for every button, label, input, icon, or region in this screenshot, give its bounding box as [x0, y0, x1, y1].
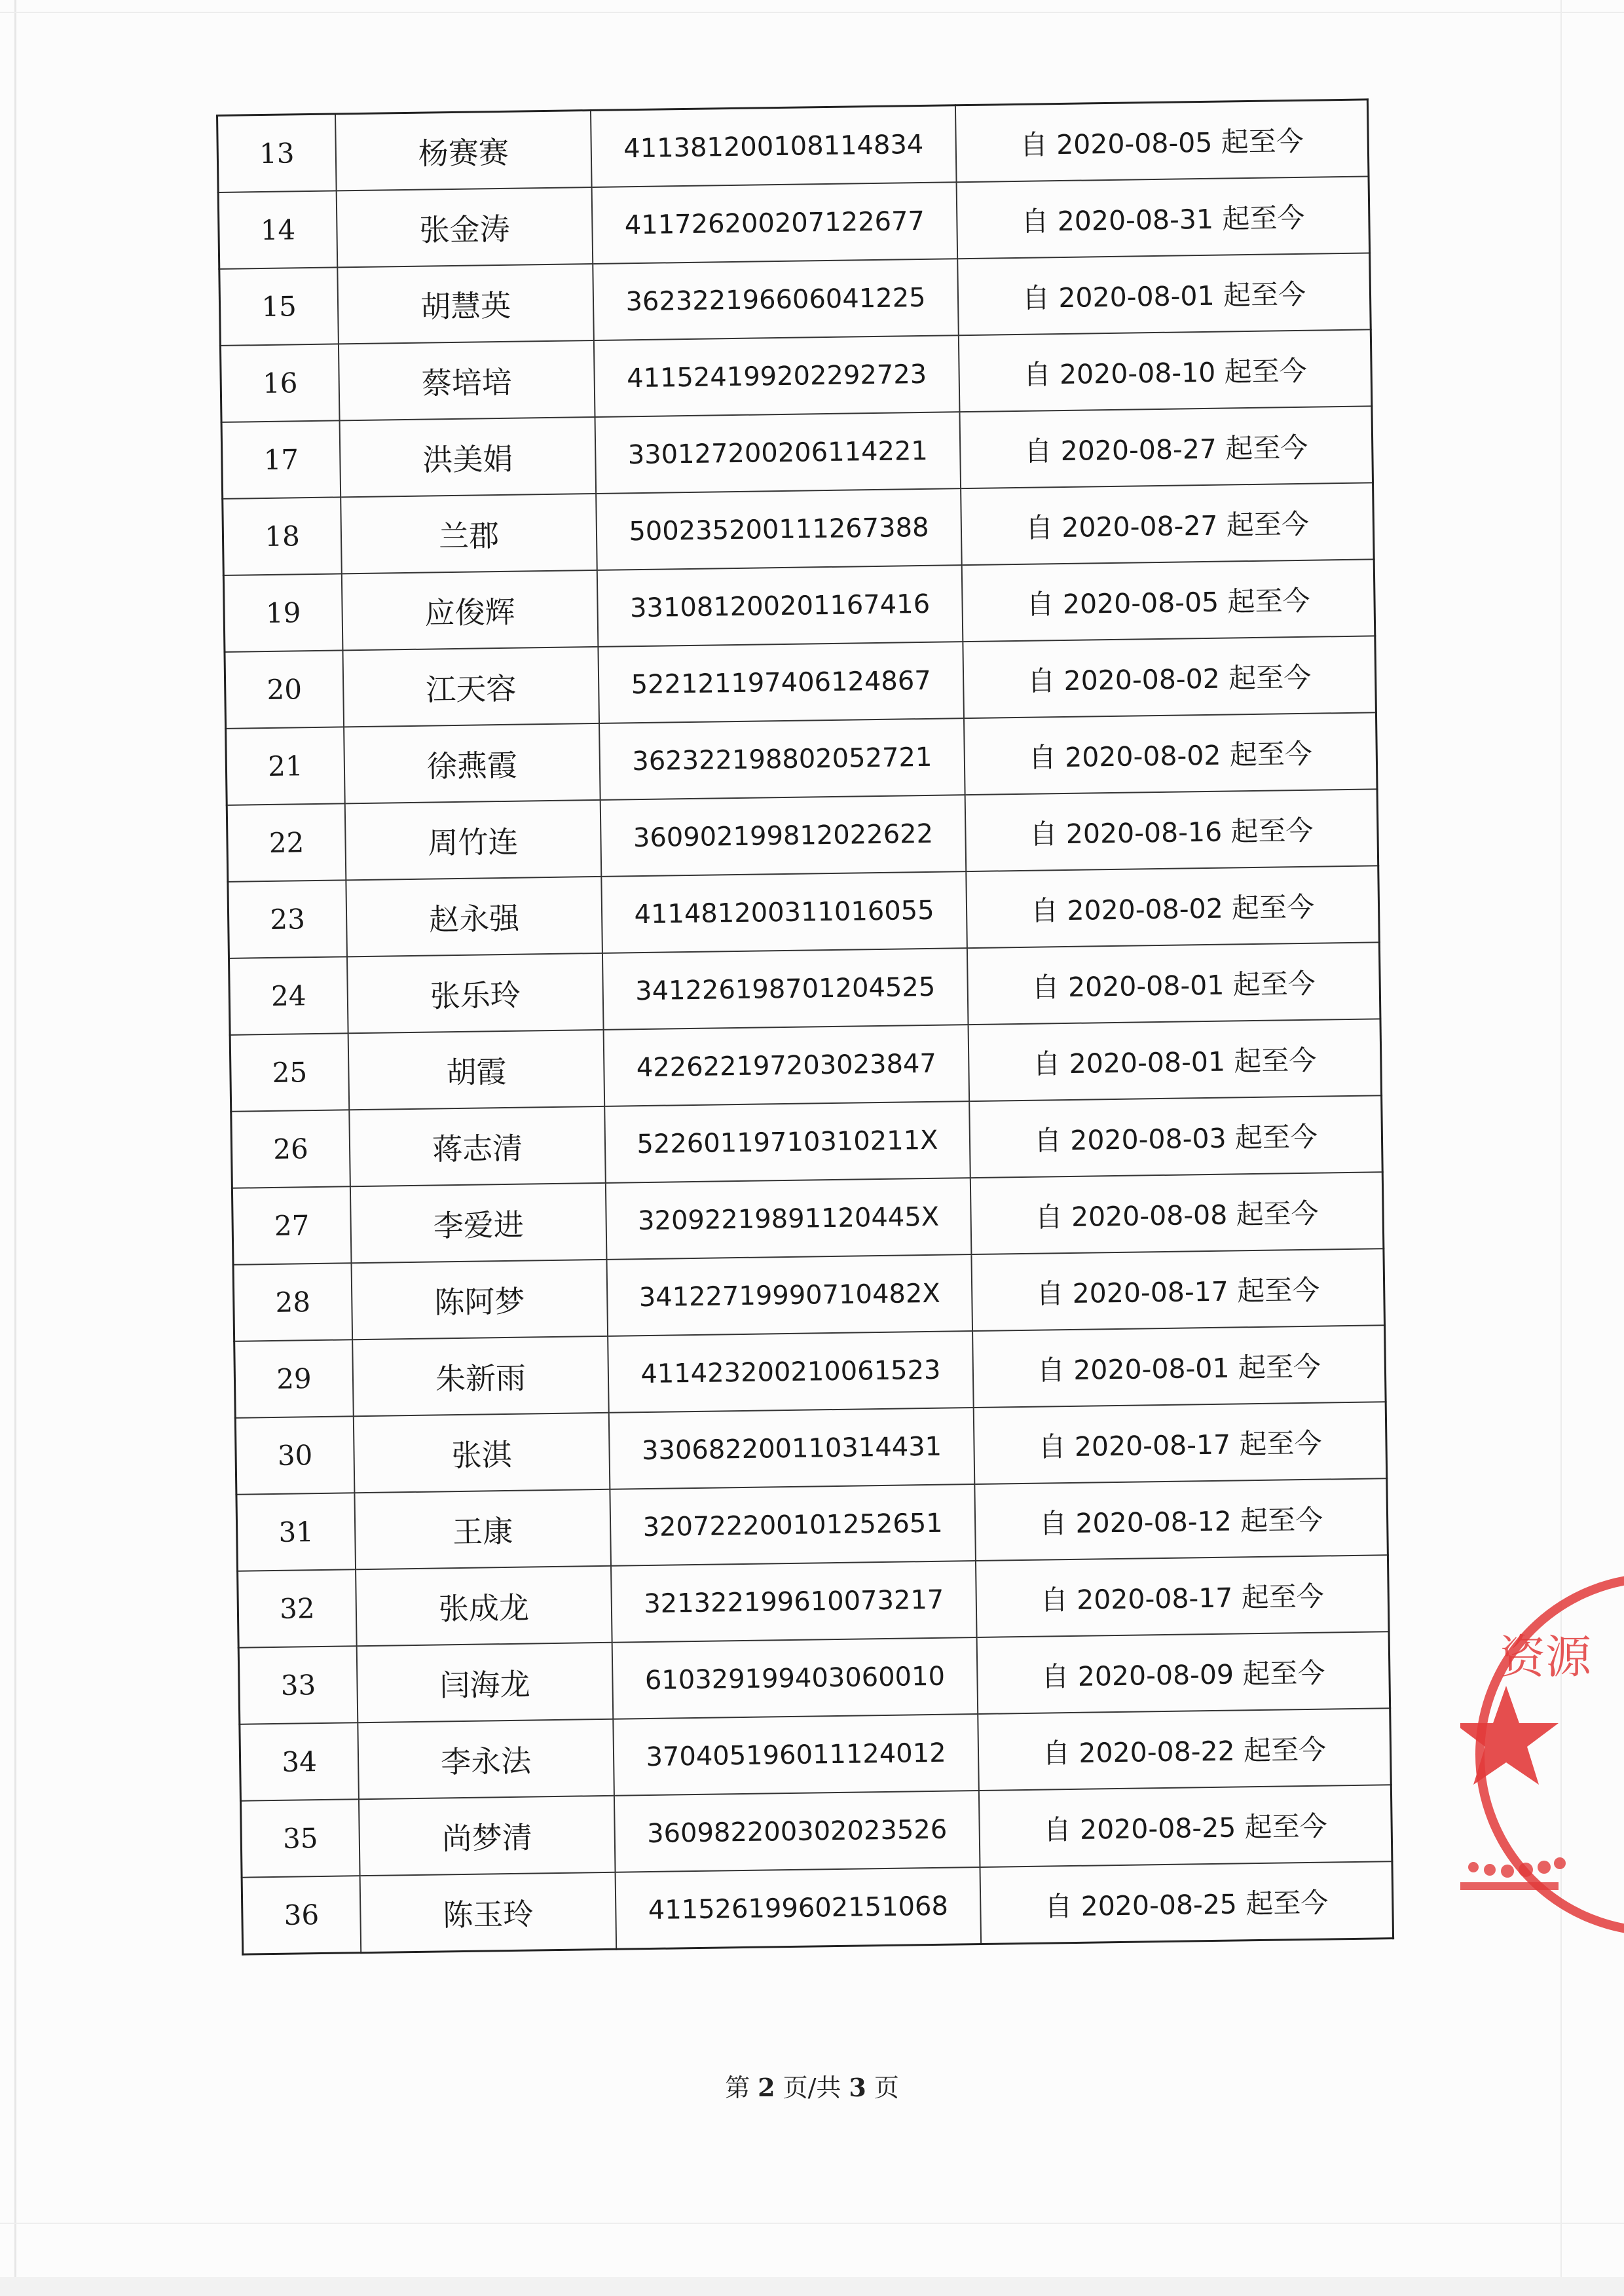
period-prefix: 自: [1037, 1353, 1065, 1387]
scan-edge-right: [1560, 0, 1562, 2296]
period-prefix: 自: [1031, 970, 1060, 1004]
period-start-date: 2020-08-12: [1075, 1505, 1232, 1539]
period-suffix: 起至今: [1242, 1656, 1325, 1690]
row-number-cell: 35: [240, 1799, 360, 1878]
id-number-cell: 52260119710310211X: [604, 1101, 970, 1183]
period-cell: [959, 406, 1373, 488]
period-suffix: 起至今: [1232, 967, 1316, 1000]
period-suffix: 起至今: [1223, 278, 1306, 312]
period-start-date: 2020-08-08: [1071, 1199, 1228, 1233]
period-suffix: 起至今: [1243, 1733, 1327, 1766]
period-start-date: 2020-08-27: [1060, 433, 1217, 467]
period-prefix: 自: [1021, 204, 1049, 238]
period-suffix: 起至今: [1222, 201, 1305, 235]
id-number-cell: 34122719990710482X: [606, 1254, 972, 1336]
row-number-cell: 32: [238, 1569, 357, 1648]
row-number-cell: 23: [228, 880, 347, 958]
period-suffix: 起至今: [1245, 1886, 1329, 1920]
row-number-cell: 29: [234, 1339, 354, 1418]
period-suffix: 起至今: [1231, 890, 1315, 924]
row-number-cell: 34: [240, 1722, 359, 1801]
period-suffix: 起至今: [1236, 1197, 1319, 1230]
person-name-cell: 李爱进: [350, 1183, 607, 1263]
period-suffix: 起至今: [1226, 507, 1310, 541]
period-cell: [964, 712, 1377, 795]
period-cell: [965, 789, 1378, 871]
period-start-date: 2020-08-02: [1064, 739, 1221, 773]
row-number-cell: 15: [219, 267, 339, 346]
period-start-date: 2020-08-01: [1069, 1046, 1226, 1080]
person-name-cell: 陈玉玲: [360, 1872, 617, 1953]
period-start-date: 2020-08-22: [1079, 1735, 1236, 1769]
footer-suffix: 页: [874, 2073, 899, 2102]
person-name-cell: 徐燕霞: [344, 723, 600, 803]
period-start-date: 2020-08-27: [1061, 509, 1218, 543]
period-start-date: 2020-08-05: [1056, 126, 1213, 160]
period-cell: [969, 1095, 1382, 1178]
row-number-cell: 30: [235, 1416, 354, 1495]
period-cell: [970, 1172, 1384, 1254]
period-prefix: 自: [1026, 587, 1054, 621]
period-start-date: 2020-08-09: [1077, 1658, 1234, 1692]
person-name-cell: 李永法: [358, 1719, 614, 1799]
period-start-date: 2020-08-02: [1063, 663, 1221, 697]
id-number-cell: 411381200108114834: [591, 105, 957, 187]
id-number-cell: 411423200210061523: [608, 1331, 974, 1413]
period-prefix: 自: [1023, 357, 1051, 391]
period-suffix: 起至今: [1225, 431, 1308, 465]
period-suffix: 起至今: [1240, 1503, 1323, 1537]
official-seal-stamp: [1460, 1571, 1624, 1938]
period-cell: [966, 866, 1379, 948]
period-prefix: 自: [1029, 817, 1058, 850]
period-suffix: 起至今: [1238, 1350, 1321, 1383]
scan-edge-bottom: [0, 2223, 1624, 2224]
period-prefix: 自: [1044, 1889, 1073, 1923]
row-number-cell: 24: [229, 957, 348, 1035]
seal-text: 资源: [1500, 1630, 1591, 1684]
scan-bottom-band: [0, 2277, 1624, 2296]
period-prefix: 自: [1033, 1047, 1061, 1080]
row-number-cell: 28: [233, 1263, 352, 1341]
id-number-cell: 522121197406124867: [598, 642, 964, 723]
row-number-cell: 16: [220, 344, 339, 422]
id-number-cell: 422622197203023847: [604, 1025, 970, 1106]
person-name-cell: 兰郡: [341, 494, 597, 574]
period-cell: [974, 1402, 1387, 1484]
id-number-cell: 411524199202292723: [594, 335, 960, 417]
period-start-date: 2020-08-01: [1058, 280, 1215, 314]
period-start-date: 2020-08-01: [1073, 1352, 1230, 1386]
period-suffix: 起至今: [1244, 1810, 1328, 1843]
id-number-cell: 411526199602151068: [616, 1867, 982, 1949]
person-name-cell: 江天容: [342, 647, 599, 727]
period-start-date: 2020-08-03: [1070, 1122, 1227, 1156]
period-prefix: 自: [1035, 1200, 1063, 1233]
period-cell: [977, 1631, 1390, 1714]
person-name-cell: 周竹连: [345, 800, 602, 880]
table-row: [242, 1861, 1393, 1954]
roster-table-wrapper: [216, 98, 1394, 1955]
period-suffix: 起至今: [1229, 737, 1313, 771]
period-prefix: 自: [1020, 128, 1048, 161]
person-name-cell: 闫海龙: [357, 1643, 614, 1722]
period-prefix: 自: [1024, 434, 1052, 467]
person-name-cell: 蔡培培: [339, 340, 595, 420]
period-start-date: 2020-08-17: [1076, 1582, 1233, 1616]
period-cell: [978, 1708, 1391, 1791]
row-number-cell: 19: [223, 574, 342, 652]
id-number-cell: 362322196606041225: [593, 259, 959, 340]
period-start-date: 2020-08-31: [1057, 203, 1214, 237]
period-suffix: 起至今: [1233, 1044, 1317, 1077]
row-number-cell: 20: [225, 650, 344, 729]
period-prefix: 自: [1040, 1583, 1069, 1616]
period-cell: [980, 1861, 1393, 1944]
period-cell: [963, 636, 1376, 718]
row-number-cell: 25: [230, 1033, 349, 1112]
period-cell: [959, 329, 1372, 412]
period-cell: [974, 1478, 1388, 1561]
period-prefix: 自: [1028, 740, 1057, 774]
person-name-cell: 王康: [354, 1489, 611, 1569]
id-number-cell: 32092219891120445X: [606, 1178, 972, 1260]
period-suffix: 起至今: [1234, 1120, 1318, 1154]
id-number-cell: 360902199812022622: [600, 795, 967, 877]
period-prefix: 自: [1039, 1506, 1067, 1540]
period-cell: [972, 1325, 1386, 1408]
row-number-cell: 33: [238, 1646, 358, 1724]
row-number-cell: 36: [242, 1876, 361, 1954]
period-suffix: 起至今: [1230, 814, 1314, 847]
id-number-cell: 370405196011124012: [613, 1714, 979, 1796]
period-start-date: 2020-08-02: [1067, 892, 1224, 926]
period-start-date: 2020-08-25: [1080, 1888, 1238, 1922]
person-name-cell: 赵永强: [346, 877, 602, 957]
period-start-date: 2020-08-10: [1059, 356, 1216, 390]
id-number-cell: 320722200101252651: [610, 1484, 976, 1566]
footer-total-pages: 3: [849, 2073, 866, 2102]
row-number-cell: 26: [231, 1110, 350, 1188]
period-prefix: 自: [1042, 1736, 1071, 1770]
person-name-cell: 陈阿梦: [352, 1260, 608, 1339]
period-prefix: 自: [1030, 894, 1059, 927]
row-number-cell: 18: [223, 497, 342, 575]
period-cell: [969, 1019, 1382, 1101]
period-suffix: 起至今: [1227, 584, 1310, 618]
id-number-cell: 500235200111267388: [596, 488, 962, 570]
period-suffix: 起至今: [1228, 661, 1312, 694]
id-number-cell: 341226198701204525: [602, 948, 969, 1030]
footer-page-number: 2: [758, 2073, 775, 2102]
person-name-cell: 尚梦清: [359, 1796, 616, 1876]
roster-table: [216, 98, 1394, 1955]
period-cell: [955, 100, 1369, 182]
period-prefix: 自: [1038, 1430, 1066, 1463]
id-number-cell: 411481200311016055: [601, 871, 967, 953]
person-name-cell: 蒋志清: [349, 1106, 606, 1186]
footer-middle: 页/共: [783, 2073, 841, 2102]
period-prefix: 自: [1043, 1813, 1072, 1846]
period-prefix: 自: [1025, 511, 1054, 544]
id-number-cell: 321322199610073217: [611, 1561, 977, 1643]
id-number-cell: 362322198802052721: [599, 718, 965, 800]
period-suffix: 起至今: [1239, 1427, 1322, 1460]
row-number-cell: 22: [227, 803, 346, 882]
period-cell: [976, 1555, 1389, 1637]
period-start-date: 2020-08-17: [1072, 1275, 1229, 1309]
scan-edge-top: [0, 12, 1624, 13]
period-prefix: 自: [1035, 1277, 1064, 1310]
row-number-cell: 13: [217, 114, 337, 192]
id-number-cell: 610329199403060010: [612, 1637, 978, 1719]
period-cell: [962, 559, 1375, 642]
period-cell: [957, 176, 1370, 259]
person-name-cell: 张淇: [354, 1413, 610, 1493]
id-number-cell: 330127200206114221: [595, 412, 961, 494]
period-start-date: 2020-08-17: [1074, 1429, 1231, 1463]
period-start-date: 2020-08-16: [1065, 816, 1223, 850]
person-name-cell: 张金涛: [337, 187, 593, 267]
period-cell: [971, 1248, 1384, 1331]
period-prefix: 自: [1033, 1123, 1062, 1157]
period-prefix: 自: [1041, 1660, 1069, 1693]
person-name-cell: 朱新雨: [352, 1336, 609, 1416]
person-name-cell: 张乐玲: [347, 953, 604, 1033]
period-suffix: 起至今: [1241, 1580, 1325, 1613]
person-name-cell: 张成龙: [356, 1566, 612, 1646]
period-start-date: 2020-08-05: [1062, 586, 1219, 620]
person-name-cell: 应俊辉: [342, 570, 599, 650]
person-name-cell: 洪美娟: [340, 417, 597, 497]
seal-star-icon: [1460, 1686, 1559, 1785]
row-number-cell: 14: [218, 191, 337, 269]
period-cell: [967, 942, 1380, 1025]
period-prefix: 自: [1027, 664, 1056, 697]
row-number-cell: 21: [226, 727, 345, 805]
id-number-cell: 330682200110314431: [609, 1408, 975, 1489]
id-number-cell: 411726200207122677: [592, 182, 958, 264]
person-name-cell: 胡霞: [348, 1030, 605, 1110]
footer-prefix: 第: [725, 2073, 750, 2102]
id-number-cell: 331081200201167416: [597, 565, 963, 647]
person-name-cell: 杨赛赛: [335, 111, 592, 191]
scan-edge-left: [14, 0, 16, 2296]
row-number-cell: 27: [232, 1186, 351, 1265]
period-suffix: 起至今: [1221, 124, 1304, 158]
period-prefix: 自: [1022, 281, 1050, 314]
period-cell: [961, 483, 1374, 565]
period-suffix: 起至今: [1236, 1273, 1320, 1307]
id-number-cell: 360982200302023526: [614, 1791, 980, 1872]
row-number-cell: 17: [221, 420, 341, 499]
period-cell: [979, 1785, 1392, 1867]
person-name-cell: 胡慧英: [337, 264, 594, 344]
roster-table-body: [217, 100, 1393, 1954]
period-start-date: 2020-08-01: [1067, 969, 1225, 1003]
row-number-cell: 31: [236, 1493, 356, 1571]
period-suffix: 起至今: [1224, 354, 1307, 388]
page-footer: [0, 2068, 1624, 2104]
period-start-date: 2020-08-25: [1079, 1812, 1236, 1846]
period-cell: [957, 253, 1371, 335]
